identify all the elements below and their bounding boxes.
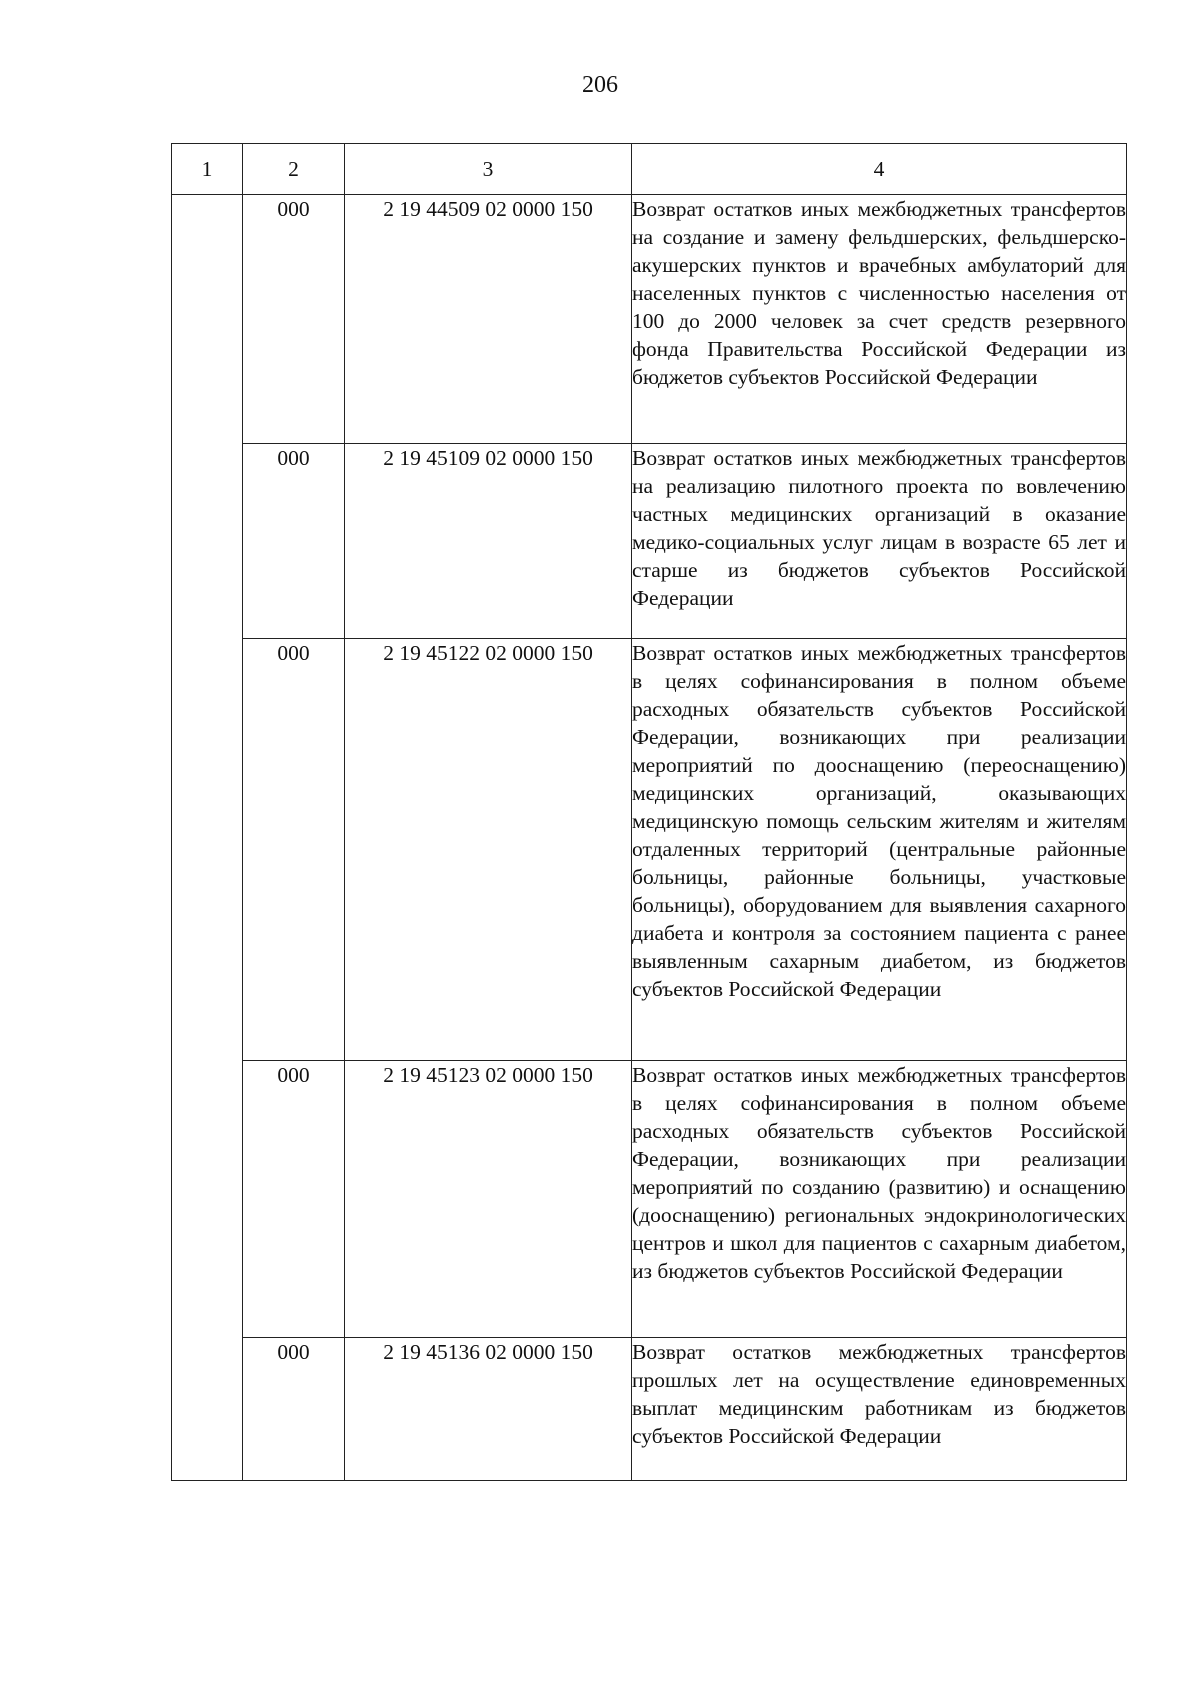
budget-code-cell: 2 19 45136 02 0000 150	[345, 1338, 632, 1481]
description-text: Возврат остатков иных межбюджетных трансфертов в целях софинансирования в полном объеме расходных обязательств субъектов Российской Федерации, возникающих при реализации мероприятий по дооснащению (переоснащению) медицинских организаций, оказывающих медицинскую помощь сельским жителям и жителям отдаленных территорий (центральные районные больницы, районные больницы, участковые больницы), оборудованием для выявления сахарного диабета и контроля за состоянием пациента с ранее выявленным сахарным диабетом, из бюджетов субъектов Российской Федерации	[632, 641, 1126, 1001]
row-group-cell	[172, 195, 243, 1481]
table-row	[172, 195, 1127, 444]
header-col-4: 4	[632, 144, 1127, 195]
budget-code-cell: 2 19 45122 02 0000 150	[345, 639, 632, 1061]
header-col-1: 1	[172, 144, 243, 195]
description-cell	[632, 639, 1127, 1061]
description-text: Возврат остатков межбюджетных трансфертов прошлых лет на осуществление единовременных выплат медицинским работникам из бюджетов субъектов Российской Федерации	[632, 1340, 1126, 1448]
description-text: Возврат остатков иных межбюджетных трансфертов в целях софинансирования в полном объеме расходных обязательств субъектов Российской Федерации, возникающих при реализации мероприятий по созданию (развитию) и оснащению (дооснащению) региональных эндокринологических центров и школ для пациентов с сахарным диабетом, из бюджетов субъектов Российской Федерации	[632, 1063, 1126, 1283]
admin-code-cell: 000	[243, 1061, 345, 1338]
description-text: Возврат остатков иных межбюджетных трансфертов на создание и замену фельдшерских, фельдшерско-акушерских пунктов и врачебных амбулаторий для населенных пунктов с численностью населения от 100 до 2000 человек за счет средств резервного фонда Правительства Российской Федерации из бюджетов субъектов Российской Федерации	[632, 197, 1126, 389]
budget-code-cell: 2 19 45123 02 0000 150	[345, 1061, 632, 1338]
admin-code-cell: 000	[243, 639, 345, 1061]
admin-code-cell: 000	[243, 444, 345, 639]
table-header-row	[172, 144, 1127, 195]
description-cell	[632, 195, 1127, 444]
admin-code-cell: 000	[243, 195, 345, 444]
table-row	[172, 1338, 1127, 1481]
description-cell	[632, 1338, 1127, 1481]
header-col-3: 3	[345, 144, 632, 195]
page-number: 206	[582, 72, 618, 98]
description-text: Возврат остатков иных межбюджетных трансфертов на реализацию пилотного проекта по вовлечению частных медицинских организаций в оказание медико-социальных услуг лицам в возрасте 65 лет и старше из бюджетов субъектов Российской Федерации	[632, 446, 1126, 610]
budget-code-cell: 2 19 45109 02 0000 150	[345, 444, 632, 639]
table-row	[172, 639, 1127, 1061]
admin-code-cell: 000	[243, 1338, 345, 1481]
budget-code-cell: 2 19 44509 02 0000 150	[345, 195, 632, 444]
description-cell	[632, 1061, 1127, 1338]
budget-codes-table	[171, 143, 1127, 1481]
description-cell	[632, 444, 1127, 639]
table-row	[172, 444, 1127, 639]
table-row	[172, 1061, 1127, 1338]
header-col-2: 2	[243, 144, 345, 195]
